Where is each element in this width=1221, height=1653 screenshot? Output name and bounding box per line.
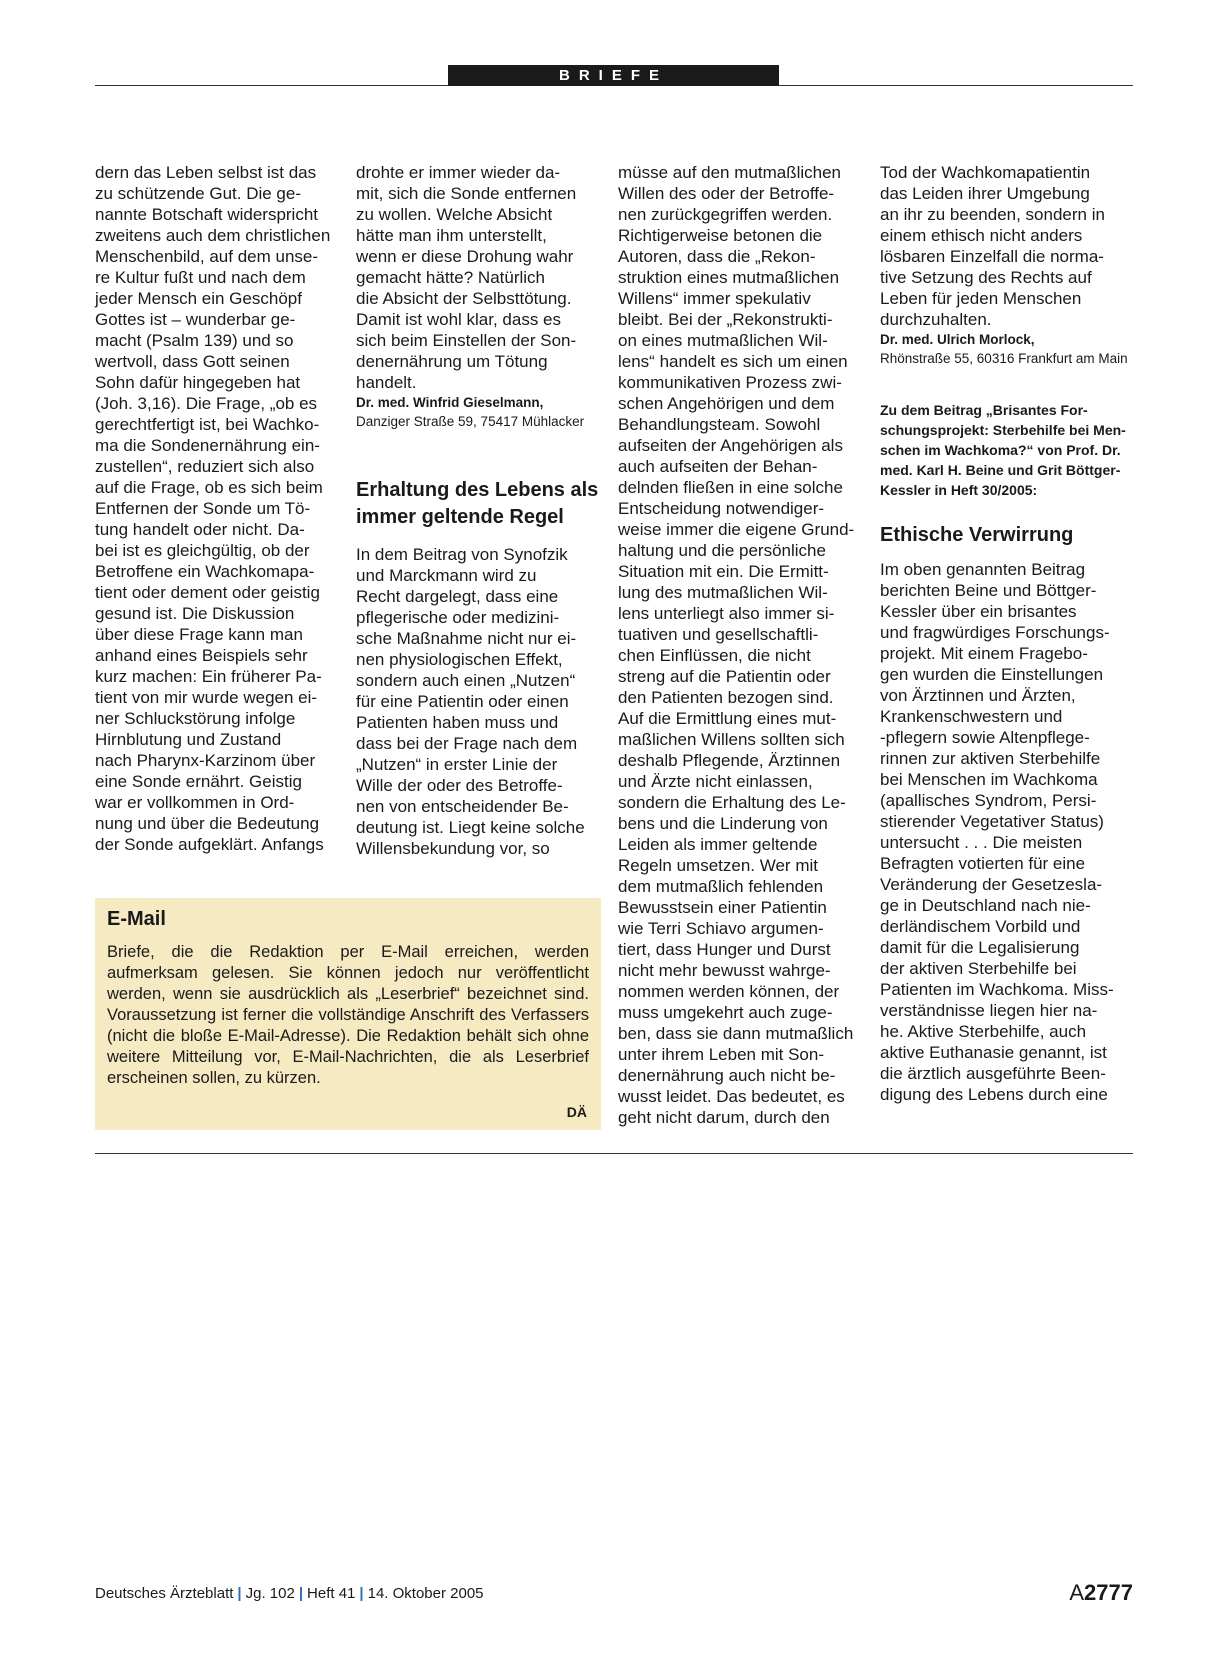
text-line: (apallisches Syndrom, Persi- [880, 791, 1097, 810]
text-line: unter ihrem Leben mit Son- [618, 1045, 824, 1064]
text-line: lens“ handelt es sich um einen [618, 352, 848, 371]
author-name-morlock: Dr. med. Ulrich Morlock, [880, 332, 1035, 347]
text-line: sich beim Einstellen der Son- [356, 331, 577, 350]
text-line: über diese Frage kann man [95, 625, 303, 644]
column-2 [356, 162, 606, 859]
text-line: das Leiden ihrer Umgebung [880, 184, 1090, 203]
headline-erhaltung-line-2: immer geltende Regel [356, 506, 564, 528]
text-line: nicht mehr bewusst wahrge- [618, 961, 831, 980]
text-line: der aktiven Sterbehilfe bei [880, 959, 1077, 978]
text-line: und Marckmann wird zu [356, 566, 537, 585]
text-line: ma die Sondenernährung ein- [95, 436, 320, 455]
text-line: gerechtfertigt ist, bei Wachko- [95, 415, 320, 434]
text-line: „Nutzen“ in erster Linie der [356, 755, 558, 774]
text-line: aktive Euthanasie genannt, ist [880, 1043, 1107, 1062]
text-line: tient oder dement oder geistig [95, 583, 320, 602]
text-line: bens und die Linderung von [618, 814, 828, 833]
text-line: on eines mutmaßlichen Wil- [618, 331, 828, 350]
text-line: wie Terri Schiavo argumen- [618, 919, 824, 938]
text-line: gemacht hätte? Natürlich [356, 268, 545, 287]
footer-issue: Heft 41 [307, 1585, 356, 1602]
text-line: hätte man ihm unterstellt, [356, 226, 547, 245]
text-line: Befragten votierten für eine [880, 854, 1086, 873]
text-line: Menschenbild, auf dem unse- [95, 247, 319, 266]
text-line: re Kultur fußt und nach dem [95, 268, 306, 287]
author-address-gieselmann: Danziger Straße 59, 75417 Mühlacker [356, 414, 585, 429]
text-line: Patienten im Wachkoma. Miss- [880, 980, 1114, 999]
text-line: kommunikativen Prozess zwi- [618, 373, 842, 392]
text-line: wusst leidet. Das bedeutet, es [618, 1087, 845, 1106]
text-line: mit, sich die Sonde entfernen [356, 184, 577, 203]
text-line: Leben für jeden Menschen [880, 289, 1082, 308]
page-prefix: A [1069, 1580, 1085, 1605]
text-line: Krankenschwestern und [880, 707, 1063, 726]
text-line: bei Menschen im Wachkoma [880, 770, 1098, 789]
text-line: nen von entscheidender Be- [356, 797, 569, 816]
bottom-rule [95, 1153, 1133, 1154]
text-line: ben, dass sie dann mutmaßlich [618, 1024, 854, 1043]
page-number [1069, 1580, 1133, 1606]
text-line: schungsprojekt: Sterbehilfe bei Men- [880, 422, 1126, 438]
text-line: sche Maßnahme nicht nur ei- [356, 629, 577, 648]
text-line: Kessler über ein brisantes [880, 602, 1077, 621]
text-line: für eine Patientin oder einen [356, 692, 569, 711]
page-number-value: 2777 [1084, 1580, 1133, 1605]
text-line: auch aufseiten der Behan- [618, 457, 818, 476]
text-line: tung handelt oder nicht. Da- [95, 520, 305, 539]
text-line: wenn er diese Drohung wahr [356, 247, 574, 266]
text-line: tiert, dass Hunger und Durst [618, 940, 831, 959]
text-line: zu wollen. Welche Absicht [356, 205, 553, 224]
text-line: damit für die Legalisierung [880, 938, 1080, 957]
text-line: nen physiologischen Effekt, [356, 650, 563, 669]
letter-gieselmann-text [356, 162, 606, 393]
text-line: nach Pharynx-Karzinom über [95, 751, 316, 770]
text-line: denernährung um Tötung [356, 352, 548, 371]
text-line: müsse auf den mutmaßlichen [618, 163, 841, 182]
text-line: Zu dem Beitrag „Brisantes For- [880, 402, 1088, 418]
text-line: muss umgekehrt auch zuge- [618, 1003, 833, 1022]
text-line: Damit ist wohl klar, dass es [356, 310, 562, 329]
text-line: nannte Botschaft widerspricht [95, 205, 319, 224]
text-line: die Absicht der Selbsttötung. [356, 289, 572, 308]
text-line: Situation mit ein. Die Ermitt- [618, 562, 829, 581]
text-line: tuativen und gesellschaftli- [618, 625, 819, 644]
text-line: sondern auch einen „Nutzen“ [356, 671, 576, 690]
footer-date: 14. Oktober 2005 [367, 1585, 484, 1602]
text-line: weise immer die eigene Grund- [618, 520, 855, 539]
author-name-gieselmann: Dr. med. Winfrid Gieselmann, [356, 395, 544, 410]
footer-citation [95, 1585, 484, 1602]
text-line: Hirnblutung und Zustand [95, 730, 282, 749]
text-line: Autoren, dass die „Rekon- [618, 247, 816, 266]
headline-ethische-verwirrung: Ethische Verwirrung [880, 524, 1074, 546]
text-line: einem ethisch nicht anders [880, 226, 1083, 245]
text-line: In dem Beitrag von Synofzik [356, 545, 568, 564]
text-line: ge in Deutschland nach nie- [880, 896, 1091, 915]
text-line: Willensbekundung vor, so [356, 839, 550, 858]
text-line: nen zurückgegriffen werden. [618, 205, 833, 224]
text-line: dass bei der Frage nach dem [356, 734, 578, 753]
text-line: auf die Frage, ob es sich beim [95, 478, 323, 497]
text-line: med. Karl H. Beine und Grit Böttger- [880, 462, 1121, 478]
text-line: Patienten haben muss und [356, 713, 559, 732]
text-line: zustellen“, reduziert sich also [95, 457, 315, 476]
text-line: kurz machen: Ein früherer Pa- [95, 667, 322, 686]
text-line: Recht dargelegt, dass eine [356, 587, 559, 606]
text-line: an ihr zu beenden, sondern in [880, 205, 1105, 224]
text-line: Entfernen der Sonde um Tö- [95, 499, 311, 518]
footer-separator: | [359, 1585, 364, 1602]
letter-morlock-text [618, 162, 868, 1128]
text-line: delnden fließen in eine solche [618, 478, 843, 497]
text-line: Betroffene ein Wachkomapa- [95, 562, 315, 581]
text-line: die ärztlich ausgeführte Been- [880, 1064, 1106, 1083]
text-line: he. Aktive Sterbehilfe, auch [880, 1022, 1087, 1041]
text-line: Auf die Ermittlung eines mut- [618, 709, 837, 728]
column-1 [95, 162, 345, 855]
text-line: Regeln umsetzen. Wer mit [618, 856, 818, 875]
text-line: Gottes ist – wunderbar ge- [95, 310, 296, 329]
text-line: schen Angehörigen und dem [618, 394, 835, 413]
text-line: chen Einflüssen, die nicht [618, 646, 811, 665]
text-line: wertvoll, dass Gott seinen [95, 352, 290, 371]
text-line: Im oben genannten Beitrag [880, 560, 1086, 579]
text-line: aufseiten der Angehörigen als [618, 436, 843, 455]
text-line: von Ärztinnen und Ärzten, [880, 686, 1076, 705]
text-line: Leiden als immer geltende [618, 835, 818, 854]
text-line: tient von mir wurde wegen ei- [95, 688, 318, 707]
text-line: derländischem Vorbild und [880, 917, 1081, 936]
author-address-morlock: Rhönstraße 55, 60316 Frankfurt am Main [880, 351, 1128, 366]
text-line: sondern die Erhaltung des Le- [618, 793, 846, 812]
letter-ethische-text [880, 559, 1133, 1105]
footer-separator: | [298, 1585, 304, 1602]
text-line: gen wurden die Einstellungen [880, 665, 1104, 684]
text-line: deshalb Pflegende, Ärztinnen [618, 751, 841, 770]
section-label: BRIEFE [448, 65, 779, 86]
footer-journal: Deutsches Ärzteblatt [95, 1585, 234, 1602]
column-3 [618, 162, 868, 1128]
email-box-body: Briefe, die die Redaktion per E-Mail erreichen, werden aufmerksam gelesen. Sie können jedoch nur veröffentlicht werden, wenn sie ausdrücklich als „Leserbrief“ bezeichnet sind. Voraussetzung ist ferner die vollständige Anschrift des Verfassers (nicht die bloße E-Mail-Adresse). Die Redaktion behält sich ohne weitere Mitteilung vor, E-Mail-Nachrichten, die als Leserbrief erscheinen sollen, zu kürzen. [107, 943, 589, 1087]
text-line: untersucht . . . Die meisten [880, 833, 1083, 852]
text-line: verständnisse liegen hier na- [880, 1001, 1098, 1020]
text-line: dern das Leben selbst ist das [95, 163, 317, 182]
text-line: Veränderung der Gesetzesla- [880, 875, 1103, 894]
text-line: lösbaren Einzelfall die norma- [880, 247, 1104, 266]
text-line: und Ärzte nicht einlassen, [618, 772, 813, 791]
text-line: Willen des oder der Betroffe- [618, 184, 835, 203]
text-line: anhand eines Beispiels sehr [95, 646, 308, 665]
text-line: bei ist es gleichgültig, ob der [95, 541, 310, 560]
text-line: Willens“ immer spekulativ [618, 289, 811, 308]
text-line: drohte er immer wieder da- [356, 163, 561, 182]
article-reference-intro [880, 400, 1133, 500]
email-box-title: E-Mail [107, 908, 166, 930]
text-line: streng auf die Patientin oder [618, 667, 831, 686]
text-line: maßlichen Willens sollten sich [618, 730, 845, 749]
text-line: denernährung auch nicht be- [618, 1066, 836, 1085]
text-line: stierender Vegetativer Status) [880, 812, 1104, 831]
text-line: der Sonde aufgeklärt. Anfangs [95, 835, 324, 854]
text-line: struktion eines mutmaßlichen [618, 268, 840, 287]
text-line: durchzuhalten. [880, 310, 992, 329]
text-line: Wille der oder des Betroffe- [356, 776, 563, 795]
text-line: Tod der Wachkomapatientin [880, 163, 1091, 182]
text-line: war er vollkommen in Ord- [95, 793, 295, 812]
text-line: Bewusstsein einer Patientin [618, 898, 827, 917]
text-line: deutung ist. Liegt keine solche [356, 818, 585, 837]
text-line: zweitens auch dem christlichen [95, 226, 331, 245]
text-line: jeder Mensch ein Geschöpf [95, 289, 302, 308]
text-line: den Patienten bezogen sind. [618, 688, 834, 707]
text-line: nung und über die Bedeutung [95, 814, 320, 833]
text-line: lung des mutmaßlichen Wil- [618, 583, 828, 602]
text-line: nommen werden können, der [618, 982, 840, 1001]
text-line: zu schützende Gut. Die ge- [95, 184, 302, 203]
letter-morlock-text-start [356, 544, 606, 859]
text-line: dem mutmaßlich fehlenden [618, 877, 824, 896]
text-line: eine Sonde ernährt. Geistig [95, 772, 302, 791]
text-line: projekt. Mit einem Fragebo- [880, 644, 1088, 663]
footer-volume: Jg. 102 [245, 1585, 295, 1602]
text-line: schen im Wachkoma?“ von Prof. Dr. [880, 442, 1121, 458]
text-line: pflegerische oder medizini- [356, 608, 560, 627]
text-line: berichten Beine und Böttger- [880, 581, 1097, 600]
text-line: lens unterliegt also immer si- [618, 604, 835, 623]
text-line: Sohn dafür hingegeben hat [95, 373, 301, 392]
text-line: handelt. [356, 373, 417, 392]
text-line: -pflegern sowie Altenpflege- [880, 728, 1090, 747]
text-line: digung des Lebens durch eine [880, 1085, 1108, 1104]
text-line: geht nicht darum, durch den [618, 1108, 830, 1127]
text-line: tive Setzung des Rechts auf [880, 268, 1092, 287]
text-line: gesund ist. Die Diskussion [95, 604, 295, 623]
text-line: (Joh. 3,16). Die Frage, „ob es [95, 394, 318, 413]
text-line: Behandlungsteam. Sowohl [618, 415, 821, 434]
text-line: und fragwürdiges Forschungs- [880, 623, 1110, 642]
text-line: macht (Psalm 139) und so [95, 331, 294, 350]
column-1-text [95, 162, 345, 855]
text-line: haltung und die persönliche [618, 541, 826, 560]
headline-erhaltung-line-1: Erhaltung des Lebens als [356, 479, 599, 501]
column-4 [880, 162, 1133, 1105]
text-line: rinnen zur aktiven Sterbehilfe [880, 749, 1101, 768]
letter-morlock-text-end [880, 162, 1133, 330]
text-line: ner Schluckstörung infolge [95, 709, 296, 728]
text-line: Richtigerweise betonen die [618, 226, 823, 245]
email-box-signature: DÄ [566, 1104, 587, 1120]
text-line: bleibt. Bei der „Rekonstrukti- [618, 310, 833, 329]
text-line: Entscheidung notwendiger- [618, 499, 825, 518]
footer-separator: | [237, 1585, 242, 1602]
text-line: Kessler in Heft 30/2005: [880, 482, 1038, 498]
email-info-box [95, 898, 601, 1130]
